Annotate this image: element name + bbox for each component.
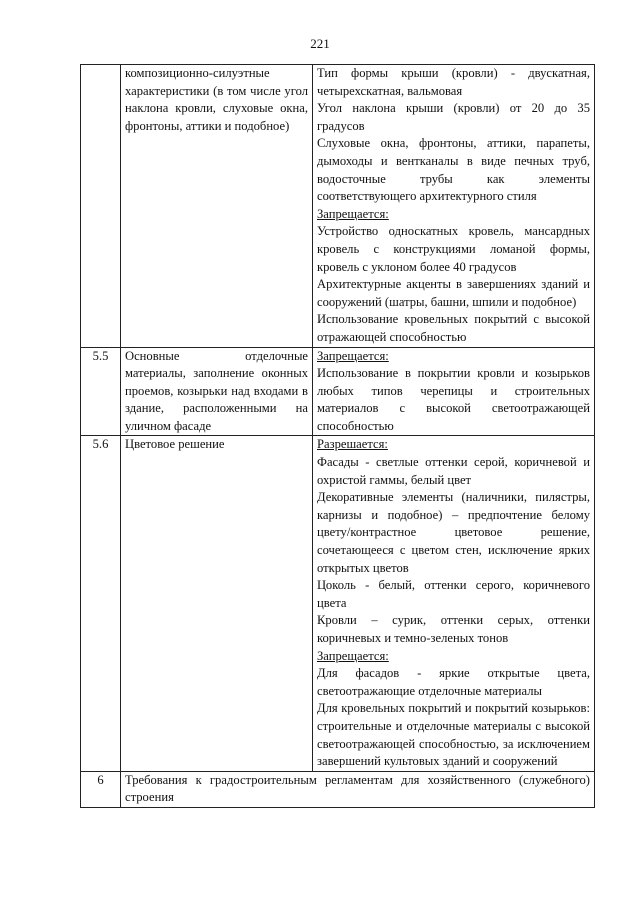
- parameter-name: композиционно-силуэтные характеристики (в том числе угол наклона кровли, слуховые окна, фронтоны, аттики и подобное): [121, 65, 313, 348]
- requirement-text: Декоративные элементы (наличники, пилястры, карнизы и подобное) – предпочтение белому цвету/контрастное цветовое решение, сочетающееся с цветом стен, исключение ярких открытых цветов: [317, 490, 590, 575]
- requirement-text: Использование кровельных покрытий с высокой отражающей способностью: [317, 312, 590, 344]
- table-row: [81, 771, 595, 807]
- requirement-text: Для фасадов - яркие открытые цвета, светоотражающие отделочные материалы: [317, 666, 590, 698]
- requirement-text: Устройство односкатных кровель, мансардных кровель с конструкциями ломаной формы, кровель с уклоном более 40 градусов: [317, 224, 590, 274]
- requirement-text: Тип формы крыши (кровли) - двускатная, четырехскатная, вальмовая: [317, 66, 590, 98]
- requirement-text: Угол наклона крыши (кровли) от 20 до 35 градусов: [317, 101, 590, 133]
- row-number: [81, 65, 121, 348]
- parameter-name: Основные отделочные материалы, заполнение оконных проемов, козырьки над входами в здание, расположенными на уличном фасаде: [121, 347, 313, 436]
- requirement-text: Для кровельных покрытий и покрытий козырьков: строительные и отделочные материалы с высокой светоотражающей способностью, за исключением завершений культовых зданий и сооружений: [317, 701, 590, 769]
- requirement-text: Цоколь - белый, оттенки серого, коричневого цвета: [317, 578, 590, 610]
- parameter-name: Цветовое решение: [121, 436, 313, 771]
- section-heading: Требования к градостроительным регламентам для хозяйственного (служебного) строения: [121, 771, 595, 807]
- requirements-cell: [313, 347, 595, 436]
- table-row: [81, 347, 595, 436]
- row-number: 6: [81, 771, 121, 807]
- requirement-text: Использование в покрытии кровли и козырьков любых типов черепицы и строительных материалов с высокой светоотражающей способностью: [317, 366, 590, 433]
- allowed-heading: Разрешается:: [317, 437, 388, 452]
- page-number: 221: [310, 36, 330, 51]
- requirement-text: Кровли – сурик, оттенки серых, оттенки коричневых и темно-зеленых тонов: [317, 613, 590, 645]
- prohibited-heading: Запрещается:: [317, 648, 389, 663]
- requirements-cell: [313, 436, 595, 771]
- requirements-cell: [313, 65, 595, 348]
- table-row: [81, 65, 595, 348]
- row-number: 5.5: [81, 347, 121, 436]
- prohibited-heading: Запрещается:: [317, 348, 389, 363]
- row-number: 5.6: [81, 436, 121, 771]
- regulations-table: [80, 64, 595, 808]
- prohibited-heading: Запрещается:: [317, 206, 389, 221]
- requirement-text: Архитектурные акценты в завершениях зданий и сооружений (шатры, башни, шпили и подобное): [317, 277, 590, 309]
- requirement-text: Фасады - светлые оттенки серой, коричневой и охристой гаммы, белый цвет: [317, 455, 590, 487]
- requirement-text: Слуховые окна, фронтоны, аттики, парапеты, дымоходы и вентканалы в виде печных труб, водосточные трубы как элементы соответствующего архитектурного стиля: [317, 136, 590, 204]
- table-row: [81, 436, 595, 771]
